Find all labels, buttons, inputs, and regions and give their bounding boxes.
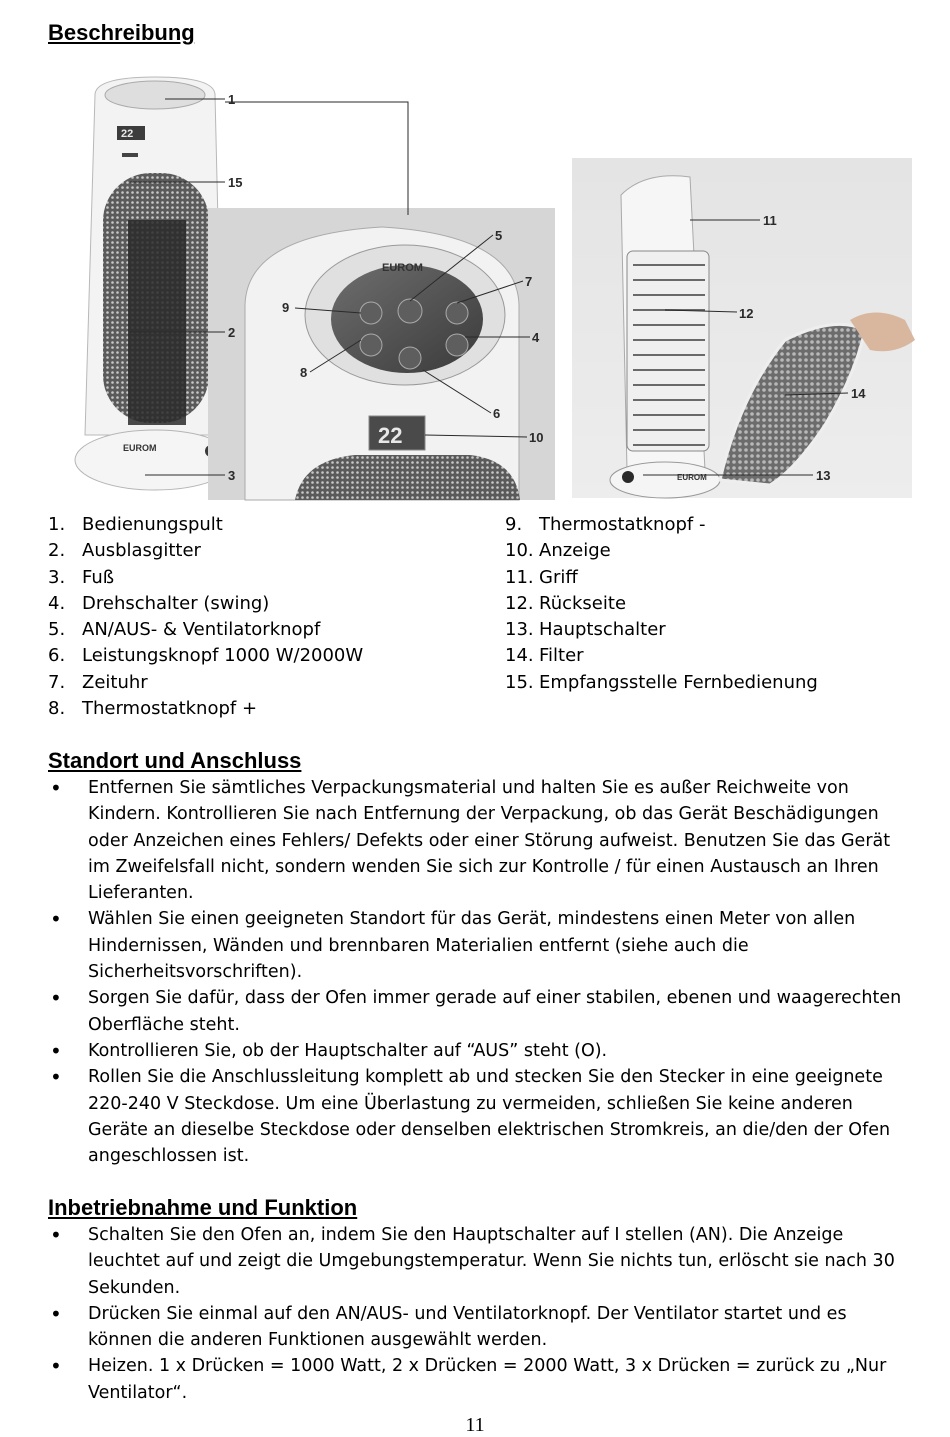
list-item — [48, 565, 363, 591]
callout-4: 4 — [532, 330, 540, 345]
list-item-label: Griff — [539, 566, 578, 588]
list-item-label: Ausblasgitter — [82, 540, 201, 562]
rear-brand-logo: EUROM — [677, 473, 707, 482]
list-item-number: 3. — [48, 566, 66, 588]
list-item-label: Bedienungspult — [82, 514, 223, 535]
list-item — [505, 565, 818, 591]
list-item-label: Hauptschalter — [539, 619, 666, 641]
list-item-number: 7. — [48, 671, 66, 693]
list-item-label: Fuß — [82, 566, 115, 588]
callout-5: 5 — [495, 228, 503, 243]
control-panel-photo — [208, 208, 555, 500]
list-item — [48, 643, 363, 669]
list-item-number: 15. — [505, 671, 534, 693]
list-item-number: 11. — [505, 566, 534, 588]
list-item-label: Thermostatknopf - — [539, 514, 706, 535]
callout-7: 7 — [525, 274, 533, 289]
list-item — [48, 670, 363, 696]
callout-14: 14 — [851, 386, 866, 401]
front-brand-logo: EUROM — [123, 443, 157, 453]
heading-standort: Standort und Anschluss — [48, 748, 302, 773]
list-item — [48, 512, 363, 538]
list-item: • Drücken Sie einmal auf den AN/AUS- und Ventilatorknopf. Der Ventilator startet und es können die anderen Funktionen ausgewählt werden. — [48, 1301, 908, 1354]
callout-2: 2 — [228, 325, 236, 340]
list-item-label: Filter — [539, 645, 584, 667]
list-item-label: Drehschalter (swing) — [82, 592, 270, 614]
list-item: • Wählen Sie einen geeigneten Standort für das Gerät, mindestens einen Meter von allen Hindernissen, Wänden und brennbaren Materialien entfernt (siehe auch die Sicherheitsvorschriften). — [48, 906, 908, 985]
list-item — [48, 617, 363, 643]
list-item — [505, 591, 818, 617]
list-item — [505, 538, 818, 564]
product-figure — [65, 75, 915, 505]
list-item-number: 9. — [505, 514, 523, 535]
list-item: • Heizen. 1 x Drücken = 1000 Watt, 2 x Drücken = 2000 Watt, 3 x Drücken = zurück zu „Nur Ventilator“. — [48, 1353, 908, 1406]
list-item: • Kontrollieren Sie, ob der Hauptschalter auf “AUS” steht (O). — [48, 1038, 908, 1064]
list-item — [48, 696, 363, 722]
rear-view-photo — [572, 158, 915, 498]
list-item-label: Anzeige — [539, 540, 611, 562]
list-item-label: Leistungsknopf 1000 W/2000W — [82, 645, 364, 667]
list-item: • Schalten Sie den Ofen an, indem Sie den Hauptschalter auf I stellen (AN). Die Anzeige leuchtet auf und zeigt die Umgebungstemperatur. Wenn Sie nichts tun, erlöscht sie nach 30 Sekunden. — [48, 1222, 908, 1301]
list-item-number: 1. — [48, 514, 66, 535]
page-number: 11 — [465, 1414, 485, 1436]
callout-3: 3 — [228, 468, 236, 483]
list-item-number: 5. — [48, 619, 66, 641]
heading-beschreibung: Beschreibung — [48, 20, 195, 45]
list-item-number: 12. — [505, 592, 534, 614]
callout-6: 6 — [493, 406, 501, 421]
list-item: • Rollen Sie die Anschlussleitung komplett ab und stecken Sie den Stecker in eine geeignete 220-240 V Steckdose. Um eine Überlastung zu vermeiden, schließen Sie keine anderen Geräte an dieselbe Steckdose oder denselben elektrischen Stromkreis, an die/den der Ofen angeschlossen ist. — [48, 1064, 908, 1169]
list-item-label: Rückseite — [539, 592, 627, 614]
list-item-number: 13. — [505, 619, 534, 641]
list-item-number: 6. — [48, 645, 66, 667]
callout-9: 9 — [282, 300, 290, 315]
list-item — [505, 670, 818, 696]
parts-list-right — [505, 512, 818, 696]
callout-10: 10 — [529, 430, 544, 445]
panel-brand-logo: EUROM — [382, 262, 423, 274]
callout-13: 13 — [816, 468, 831, 483]
list-item-label: Thermostatknopf + — [82, 698, 258, 720]
list-item — [505, 643, 818, 669]
parts-list-left — [48, 512, 363, 722]
list-item-label: Empfangsstelle Fernbedienung — [539, 671, 818, 693]
location-bullet-list — [48, 775, 908, 1169]
list-item-number: 10. — [505, 540, 534, 562]
front-display-value: 22 — [121, 128, 134, 140]
list-item-number: 4. — [48, 592, 66, 614]
callout-1: 1 — [228, 92, 236, 107]
list-item-number: 14. — [505, 645, 534, 667]
list-item-label: Zeituhr — [82, 671, 148, 693]
list-item-number: 8. — [48, 698, 66, 720]
list-item — [48, 591, 363, 617]
list-item: • Sorgen Sie dafür, dass der Ofen immer gerade auf einer stabilen, ebenen und waagerechten Oberfläche steht. — [48, 985, 908, 1038]
callout-15: 15 — [228, 175, 243, 190]
list-item: • Entfernen Sie sämtliches Verpackungsmaterial und halten Sie es außer Reichweite von Kindern. Kontrollieren Sie nach Entfernung der Verpackung, ob das Gerät Beschädigungen oder Anzeichen eines Fehlers/ Defekts oder einer Störung aufweist. Benutzen Sie das Gerät im Zweifelsfall nicht, sondern wenden Sie sich zur Kontrolle / für einen Austausch an Ihren Lieferanten. — [48, 775, 908, 906]
list-item — [48, 538, 363, 564]
callout-12: 12 — [739, 306, 754, 321]
list-item-label: AN/AUS- & Ventilatorknopf — [82, 619, 321, 641]
list-item — [505, 512, 818, 538]
list-item — [505, 617, 818, 643]
panel-display-value: 22 — [378, 423, 403, 448]
operation-bullet-list — [48, 1222, 908, 1406]
callout-11: 11 — [763, 213, 777, 228]
callout-8: 8 — [300, 365, 308, 380]
list-item-number: 2. — [48, 540, 66, 562]
heading-inbetriebnahme: Inbetriebnahme und Funktion — [48, 1195, 358, 1220]
